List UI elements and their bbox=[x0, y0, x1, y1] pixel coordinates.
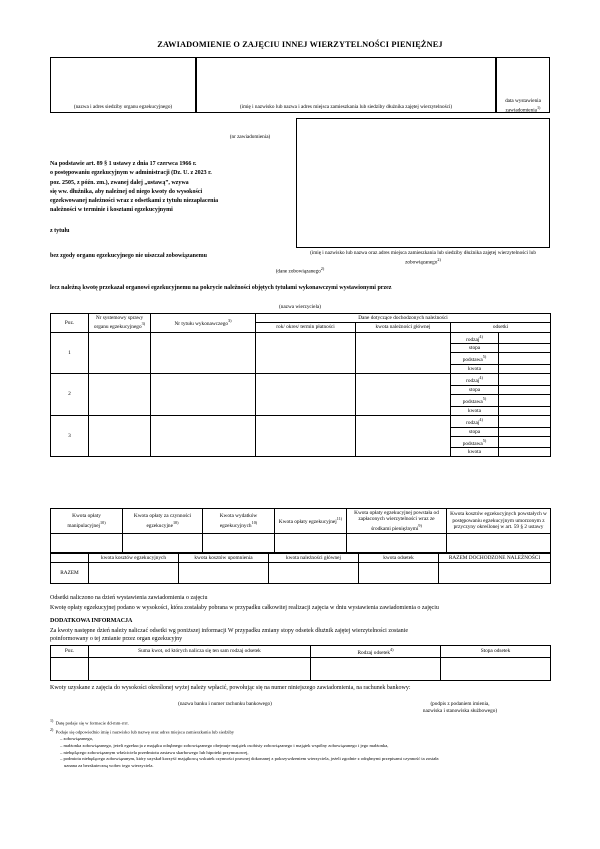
legal-basis-line-4: egzekwowanej należności wraz z odsetkami z tytułu niezapłacenia bbox=[50, 198, 219, 205]
odsetki-value-2-2[interactable] bbox=[499, 394, 551, 406]
cell-nr-sprawy-1[interactable] bbox=[89, 332, 151, 374]
additional-value-stopa[interactable] bbox=[441, 658, 551, 681]
obligated-caption-text: (dane zobowiązanego bbox=[275, 268, 321, 275]
additional-heading: DODATKOWA INFORMACJA bbox=[50, 618, 133, 624]
additional-header-rodzaj-sup: 4) bbox=[390, 647, 394, 652]
costs-header-2-text: Kwota wydatków egzekucyjnych bbox=[219, 513, 258, 529]
summary-value-3[interactable] bbox=[359, 563, 439, 584]
costs-table-header-row bbox=[51, 509, 551, 534]
cell-nr-tytulu-2[interactable] bbox=[151, 374, 256, 416]
summary-header-row bbox=[51, 554, 551, 563]
footnote-6 bbox=[50, 763, 550, 770]
summary-value-4[interactable] bbox=[439, 563, 551, 584]
footnote-1-mark: 2) bbox=[50, 727, 54, 733]
cell-rok-1[interactable] bbox=[256, 332, 356, 374]
odsetki-label-3-0 bbox=[451, 415, 499, 427]
odsetki-label-2-0-text: rodzaj bbox=[466, 377, 480, 384]
cell-kwota-2[interactable] bbox=[356, 374, 451, 416]
odsetki-label-2-3 bbox=[451, 406, 499, 415]
obligated-caption bbox=[200, 266, 400, 275]
summary-table bbox=[50, 553, 551, 584]
additional-header-stopa: Stopa odsetek bbox=[441, 646, 551, 658]
date-box-caption-sup: 1) bbox=[536, 104, 541, 110]
table-row[interactable] bbox=[51, 415, 551, 427]
odsetki-value-1-1[interactable] bbox=[499, 344, 551, 353]
main-table bbox=[50, 313, 551, 457]
costs-header-0-sup: 10) bbox=[100, 519, 106, 525]
summary-header-0: kwota kosztów egzekucyjnych bbox=[89, 554, 179, 563]
odsetki-label-1-3-text: kwota bbox=[468, 366, 481, 373]
odsetki-label-2-2-sup: 5) bbox=[482, 395, 487, 401]
odsetki-label-1-0-text: rodzaj bbox=[466, 336, 480, 343]
costs-header-3 bbox=[275, 509, 347, 534]
header-nr-sprawy-sup: 3) bbox=[141, 321, 146, 327]
costs-header-4 bbox=[347, 509, 447, 534]
header-kwota-glownej: kwota należności głównej bbox=[356, 323, 451, 332]
costs-header-0 bbox=[51, 509, 123, 534]
odsetki-label-1-2-text: podstawa bbox=[462, 357, 483, 364]
legal-basis-paragraph bbox=[50, 160, 295, 216]
odsetki-label-2-1 bbox=[451, 385, 499, 394]
bank-caption: (nazwa banku i numer rachunku bankowego) bbox=[178, 701, 272, 707]
odsetki-value-2-0[interactable] bbox=[499, 374, 551, 386]
header-nr-sprawy-text: Nr systemowy sprawy organu egzekucyjnego bbox=[93, 315, 144, 331]
footnote-5 bbox=[50, 756, 550, 763]
odsetki-value-3-1[interactable] bbox=[499, 427, 551, 436]
table-row[interactable] bbox=[51, 332, 551, 344]
odsetki-label-1-1-text: stopa bbox=[468, 345, 481, 352]
costs-value-4[interactable] bbox=[347, 533, 447, 552]
odsetki-label-3-3-text: kwota bbox=[468, 449, 481, 456]
odsetki-label-2-0 bbox=[451, 374, 499, 386]
page-title: ZAWIADOMIENIE O ZAJĘCIU INNEJ WIERZYTELNOŚCI PIENIĘŻNEJ bbox=[157, 40, 443, 49]
row-poz-2: 2 bbox=[51, 374, 89, 416]
footnote-1 bbox=[50, 727, 550, 736]
signature-caption-line-1: (podpis z podaniem imienia, bbox=[430, 701, 490, 707]
obligated-caption-sup: 2) bbox=[320, 266, 325, 271]
footnote-3-text: – małżonka zobowiązanego, jeżeli egzekucja z majątku odrębnego zobowiązanego obejmuje majątek osobisty zobowiązanego i majątek wspólny zobowiązanego i jego małżonka, bbox=[60, 743, 389, 749]
costs-header-1-sup: 10) bbox=[172, 519, 179, 525]
obligated-box[interactable] bbox=[296, 118, 550, 248]
additional-header-suma: Suma kwot, od których nalicza się ten sam rodzaj odsetek bbox=[89, 646, 311, 658]
additional-header-row bbox=[51, 646, 551, 658]
costs-value-5[interactable] bbox=[447, 533, 551, 552]
creditor-caption: (nazwa wierzyciela) bbox=[279, 304, 321, 310]
odsetki-label-1-0 bbox=[451, 332, 499, 344]
footnote-4-text: – niebędącego zobowiązanym właściciela przedmiotu zastawu skarbowego lub hipoteki przymusowej, bbox=[60, 749, 249, 755]
summary-value-0[interactable] bbox=[89, 563, 179, 584]
row-poz-1: 1 bbox=[51, 332, 89, 374]
footnote-4 bbox=[50, 750, 550, 757]
odsetki-label-3-0-sup: 4) bbox=[479, 416, 483, 422]
legal-basis-line-3: się ww. dłużnika, aby należnej od niego kwoty do wysokości bbox=[50, 188, 203, 195]
costs-value-1[interactable] bbox=[123, 533, 203, 552]
costs-table-value-row[interactable] bbox=[51, 533, 551, 552]
date-box-caption-text: data wystawienia zawiadomienia bbox=[505, 98, 541, 114]
line-lecz: lecz należną kwotę przekazał organowi egzekucyjnemu na pokrycie należności objętych tytułami wykonawczymi wystawionymi przez bbox=[50, 285, 392, 291]
summary-header-1: kwota kosztów upomnienia bbox=[179, 554, 269, 563]
footnote-0-mark: 1) bbox=[50, 718, 54, 723]
costs-header-2 bbox=[203, 509, 275, 534]
footnotes bbox=[50, 718, 550, 770]
header-nr-tytulu-sup: 3) bbox=[228, 318, 232, 324]
cell-nr-sprawy-2[interactable] bbox=[89, 374, 151, 416]
additional-header-rodzaj-text: Rodzaj odsetek bbox=[357, 649, 390, 656]
odsetki-value-3-3[interactable] bbox=[499, 448, 551, 457]
additional-header-poz: Poz. bbox=[51, 646, 89, 658]
odsetki-value-2-3[interactable] bbox=[499, 406, 551, 415]
additional-value-row[interactable] bbox=[51, 658, 551, 681]
odsetki-value-3-0[interactable] bbox=[499, 415, 551, 427]
costs-header-3-sup: 11) bbox=[336, 516, 343, 522]
odsetki-label-1-3 bbox=[451, 365, 499, 374]
header-dane-group: Dane dotyczące dochodzonych należności bbox=[256, 314, 551, 323]
summary-value-2[interactable] bbox=[269, 563, 359, 584]
odsetki-label-1-2 bbox=[451, 353, 499, 365]
costs-value-3[interactable] bbox=[275, 533, 347, 552]
additional-value-poz[interactable] bbox=[51, 658, 89, 681]
header-poz: Poz. bbox=[51, 314, 89, 333]
line-z-tytulu: z tytułu bbox=[50, 228, 70, 234]
legal-basis-line-2: poz. 2505, z późn. zm.), zwanej dalej „ustawą”, wzywa bbox=[50, 179, 189, 186]
legal-basis-line-5: należności w terminie i kosztami egzekucyjnymi bbox=[50, 207, 173, 214]
main-table-header-row-1 bbox=[51, 314, 551, 323]
cell-nr-tytulu-3[interactable] bbox=[151, 415, 256, 457]
additional-header-rodzaj bbox=[311, 646, 441, 658]
odsetki-label-1-0-sup: 4) bbox=[479, 333, 483, 339]
cell-rok-2[interactable] bbox=[256, 374, 356, 416]
cell-kwota-1[interactable] bbox=[356, 332, 451, 374]
odsetki-label-3-2-sup: 5) bbox=[482, 437, 487, 443]
costs-header-2-sup: 10) bbox=[251, 519, 258, 525]
odsetki-label-2-1-text: stopa bbox=[468, 386, 481, 393]
odsetki-label-3-1-text: stopa bbox=[468, 428, 481, 435]
additional-table bbox=[50, 645, 551, 681]
footnote-2 bbox=[50, 736, 550, 743]
additional-body-2: poinformowany o tej zmianie przez organ egzekucyjny bbox=[50, 636, 183, 642]
cell-kwota-3[interactable] bbox=[356, 415, 451, 457]
costs-value-2[interactable] bbox=[203, 533, 275, 552]
notice-number-caption: (nr zawiadomienia) bbox=[229, 134, 271, 140]
odsetki-value-3-2[interactable] bbox=[499, 436, 551, 448]
obligated-box-caption-sup: 2) bbox=[437, 256, 441, 262]
odsetki-value-1-0[interactable] bbox=[499, 332, 551, 344]
summary-header-2: kwota należności głównej bbox=[269, 554, 359, 563]
odsetki-label-3-1 bbox=[451, 427, 499, 436]
summary-header-3: kwota odsetek bbox=[359, 554, 439, 563]
summary-value-1[interactable] bbox=[179, 563, 269, 584]
costs-table bbox=[50, 508, 551, 553]
costs-header-5-text: Kwota kosztów egzekucyjnych powstałych w postępowaniu egzekucyjnym umorzonym z przyczyny określonej w art. 59 § 2 ustawy bbox=[450, 511, 547, 531]
costs-header-5 bbox=[447, 509, 551, 534]
additional-value-suma[interactable] bbox=[89, 658, 311, 681]
obligated-box-caption-text: (imię i nazwisko lub nazwa oraz adres miejsca zamieszkania lub siedziby dłużnika zajętej wierzytelności lub zobowiązanego bbox=[310, 250, 536, 266]
odsetki-label-3-2 bbox=[451, 436, 499, 448]
footnote-1-text: Podaje się odpowiednio imię i nazwisko lub nazwę oraz adres miejsca zamieszkania lub siedziby bbox=[55, 729, 235, 735]
cell-nr-sprawy-3[interactable] bbox=[89, 415, 151, 457]
odsetki-label-2-0-sup: 4) bbox=[479, 375, 483, 381]
odsetki-label-2-2-text: podstawa bbox=[462, 398, 483, 405]
header-nr-tytulu bbox=[151, 314, 256, 333]
costs-value-0[interactable] bbox=[51, 533, 123, 552]
debtor-box-caption: (imię i nazwisko lub nazwa i adres miejsca zamieszkania lub siedziby dłużnika zajętej wierzytelności) bbox=[239, 104, 453, 110]
payment-line: Kwoty uzyskane z zajęcia do wysokości określonej wyżej należy wpłacić, powołując się na numer niniejszego zawiadomienia, na rachunek bankowy: bbox=[50, 685, 411, 691]
odsetki-value-2-1[interactable] bbox=[499, 385, 551, 394]
line-bez-zgody: bez zgody organu egzekucyjnego nie uiszczał zobowiązanemu bbox=[50, 253, 207, 259]
odsetki-value-1-2[interactable] bbox=[499, 353, 551, 365]
header-rok-okres: rok/ okres/ termin płatności bbox=[256, 323, 356, 332]
footnote-3 bbox=[50, 743, 550, 750]
footnote-0 bbox=[50, 718, 550, 727]
costs-header-3-text: Kwota opłaty egzekucyjnej bbox=[278, 519, 337, 526]
odsetki-label-3-0-text: rodzaj bbox=[466, 419, 480, 426]
footnote-0-text: Datę podaje się w formacie dd-mm-rrrr. bbox=[55, 720, 129, 726]
signature-caption-line-2: nazwiska i stanowiska służbowego) bbox=[422, 707, 498, 714]
row-poz-3: 3 bbox=[51, 415, 89, 457]
costs-header-0-text: Kwota opłaty manipulacyjnej bbox=[67, 513, 101, 529]
odsetki-label-3-2-text: podstawa bbox=[462, 440, 483, 447]
note-oplata: Kwotę opłaty egzekucyjnej podano w wysokości, która zostałaby pobrana w przypadku całkowitej realizacji zajęcia w dniu wystawienia zawiadomienia o zajęciu bbox=[50, 605, 439, 611]
odsetki-value-1-3[interactable] bbox=[499, 365, 551, 374]
note-odsetki: Odsetki naliczono na dzień wystawienia zawiadomienia o zajęciu bbox=[50, 595, 208, 601]
costs-header-1 bbox=[123, 509, 203, 534]
summary-header-blank bbox=[51, 554, 89, 563]
costs-header-1-text: Kwota opłaty za czynności egzekucyjne bbox=[133, 513, 192, 529]
costs-header-4-text: Kwota opłaty egzekucyjnej powstała od zapłaconych wierzytelności wraz ze środkami pieniężnymi bbox=[354, 510, 439, 532]
summary-razem-label: RAZEM bbox=[51, 563, 89, 584]
odsetki-label-2-3-text: kwota bbox=[468, 407, 481, 414]
additional-body-1: Za kwoty następne dzień należy naliczać odsetki wg poniższej informacji W przypadku zmiany stopy odsetek dłużnik zajętej wierzytelności zostanie bbox=[50, 628, 408, 634]
footnote-2-text: – zobowiązanego, bbox=[60, 736, 94, 742]
additional-value-rodzaj[interactable] bbox=[311, 658, 441, 681]
cell-nr-tytulu-1[interactable] bbox=[151, 332, 256, 374]
cell-rok-3[interactable] bbox=[256, 415, 356, 457]
obligated-box-caption bbox=[296, 250, 550, 266]
signature-caption bbox=[370, 701, 550, 714]
footnote-6-text: uznana za bezskuteczną wobec tego wierzyciela. bbox=[64, 763, 154, 768]
table-row[interactable] bbox=[51, 374, 551, 386]
costs-header-4-sup: 9) bbox=[418, 522, 422, 528]
organ-box-caption: (nazwa i adres siedziby organu egzekucyjnego) bbox=[73, 104, 173, 110]
odsetki-label-2-2 bbox=[451, 394, 499, 406]
date-box-caption bbox=[496, 98, 550, 114]
summary-value-row[interactable] bbox=[51, 563, 551, 584]
odsetki-label-1-1 bbox=[451, 344, 499, 353]
header-nr-tytulu-text: Nr tytułu wykonawczego bbox=[174, 321, 229, 328]
legal-basis-line-0: Na podstawie art. 89 § 1 ustawy z dnia 17 czerwca 1966 r. bbox=[50, 161, 197, 167]
header-nr-sprawy bbox=[89, 314, 151, 333]
odsetki-label-3-3 bbox=[451, 448, 499, 457]
header-odsetki: odsetki bbox=[451, 323, 551, 332]
legal-basis-line-1: o postępowaniu egzekucyjnym w administracji (Dz. U. z 2023 r. bbox=[50, 170, 212, 177]
odsetki-label-1-2-sup: 5) bbox=[482, 354, 487, 360]
summary-header-4: RAZEM DOCHODZONE NALEŻNOŚCI bbox=[439, 554, 551, 563]
footnote-5-text: – podmiotu niebędącego zobowiązanym, który uzyskał korzyść majątkową wskutek czynności prawnej dokonanej z pokrzywdzeniem wierzyciela, jeżeli zgodnie z odrębnymi przepisami czynność ta została bbox=[60, 756, 439, 762]
